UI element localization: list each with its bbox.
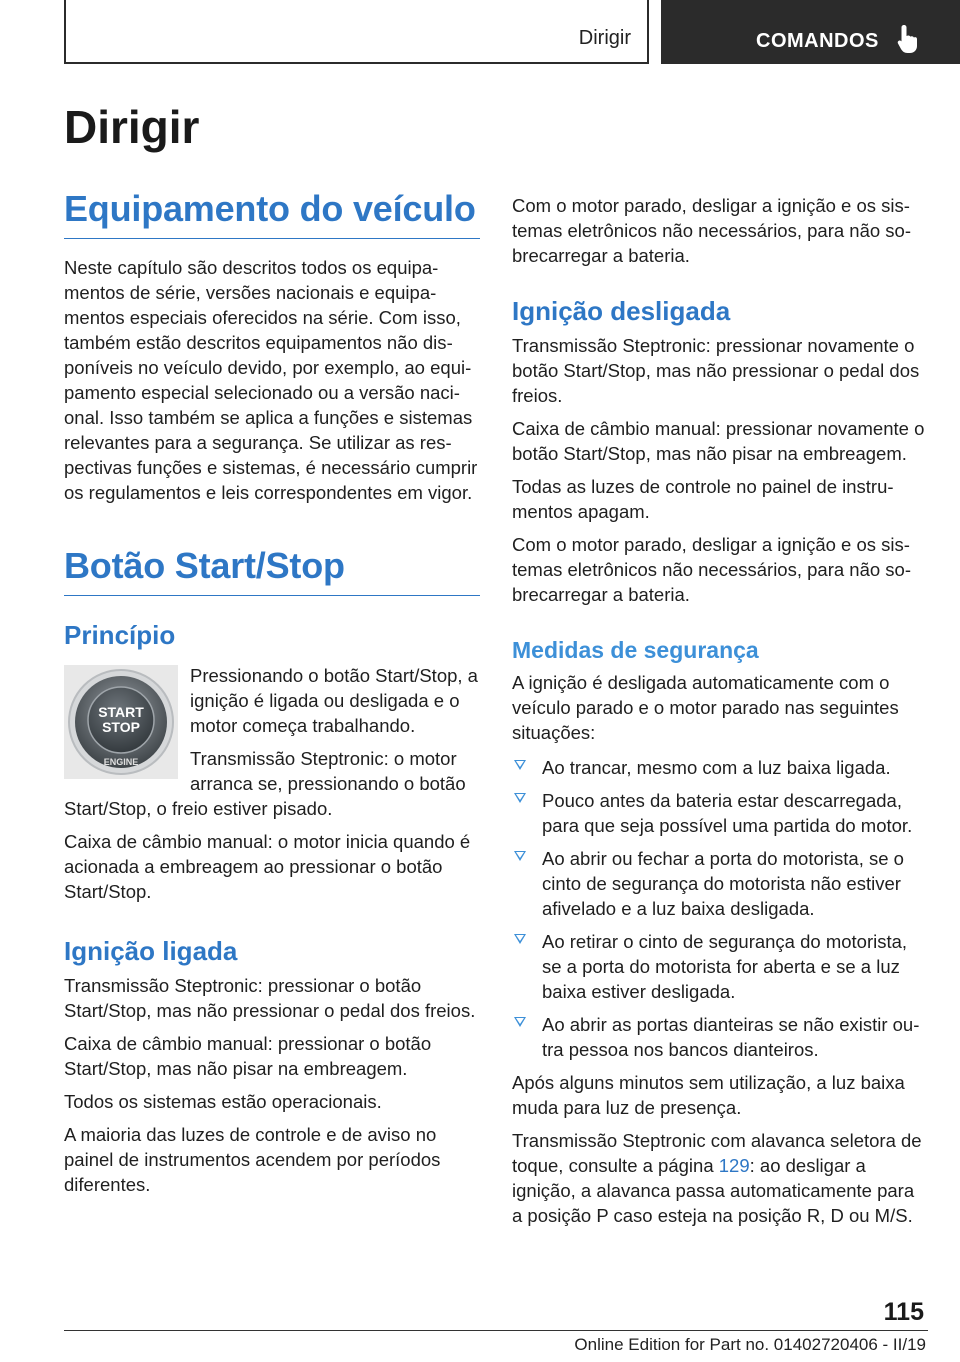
paragraph-desligada-1: Transmissão Steptronic: pressionar novamente o botão Start/Stop, mas não pressionar o pedal dos freios. [512,335,920,406]
start-stop-button-icon [64,665,178,779]
button-label-start: START [98,704,144,720]
header-chapter-box [661,0,960,64]
page-title: Dirigir [64,101,200,153]
triangle-bullet-icon [514,760,526,770]
list-item: Pouco antes da bateria estar descarregada, para que seja possível uma partida do motor. [512,788,928,838]
heading-ignicao-ligada: Ignição ligada [64,936,238,966]
heading-equipamento: Equipamento do veículo [64,188,480,239]
paragraph-ligada-1: Transmissão Steptronic: pressionar o botão Start/Stop, mas não pressionar o pedal dos freios. [64,975,476,1021]
triangle-bullet-icon [514,851,526,861]
page-reference-link[interactable]: 129 [718,1155,750,1176]
paragraph-ligada-4: A maioria das luzes de controle e de aviso no painel de instrumentos acendem por períodos diferentes. [64,1124,441,1195]
paragraph-medidas-2: Após alguns minutos sem utilização, a luz baixa muda para luz de presença. [512,1072,905,1118]
triangle-bullet-icon [514,1017,526,1027]
heading-ignicao-desligada: Ignição desligada [512,296,731,326]
left-column [64,188,480,1197]
paragraph-medidas-3: Transmissão Steptronic com alavanca seletora de toque, consulte a página 129: ao desligar a ignição, a alavanca passa automaticamente para a posição P caso esteja na posição R, D ou M/S. [512,1130,922,1226]
heading-principio: Princípio [64,620,176,650]
paragraph-equipamento: Neste capítulo são descritos todos os equipamentos de série, versões nacionais e equipamentos especiais oferecidos na série. Com isso, também estão descritos equipamentos não disponíveis no veículo devido, por exemplo, ao equipamento especial selecionado ou a versão nacional. Isso também se aplica a funções e sistemas relevantes para a segurança. Se utilizar as respectivas funções e sistemas, é necessário cumprir os regulamentos e leis correspondentes em vigor. [64,257,478,503]
button-label-engine: ENGINE [103,757,139,767]
heading-medidas-seguranca: Medidas de segurança [512,637,759,663]
paragraph-desligada-4: Com o motor parado, desligar a ignição e os sistemas eletrônicos não necessários, para não sobrecarregar a bateria. [512,534,912,605]
list-item: Ao abrir ou fechar a porta do motorista, se o cinto de segurança do motorista não estiver afivelado e a luz baixa desligada. [512,846,928,921]
list-item: Ao retirar o cinto de segurança do motorista, se a porta do motorista for aberta e se a luz baixa estiver desligada. [512,929,928,1004]
principio-block [64,663,480,821]
right-column [512,193,928,1228]
start-stop-button-image [64,665,178,779]
paragraph-principio-1: Pressionando o botão Start/Stop, a ignição é ligada ou desligada e o motor começa trabalhando. [190,665,478,736]
paragraph-intro: Com o motor parado, desligar a ignição e os sistemas eletrônicos não necessários, para não sobrecarregar a bateria. [512,195,912,266]
header-chapter-label: COMANDOS [756,30,879,52]
hand-pointer-icon [895,23,921,55]
button-label-stop: STOP [102,719,140,735]
medidas-bullet-list [512,755,928,1062]
paragraph-principio-3: Caixa de câmbio manual: o motor inicia quando é acionada a embreagem ao pressionar o botão Start/Stop. [64,831,471,902]
paragraph-principio-2: Transmissão Steptronic: o motor arranca se, pressionando o botão Start/Stop, o freio estiver pisado. [64,748,466,819]
triangle-bullet-icon [514,934,526,944]
header-section-box [64,0,649,64]
footer-divider [64,1330,928,1331]
footer-edition: Online Edition for Part no. 01402720406 - II/19 [574,1335,926,1354]
list-item: Ao abrir as portas dianteiras se não existir outra pessoa nos bancos dianteiros. [512,1012,928,1062]
paragraph-desligada-3: Todas as luzes de controle no painel de instrumentos apagam. [512,476,894,522]
page-number: 115 [883,1298,924,1326]
triangle-bullet-icon [514,793,526,803]
paragraph-ligada-2: Caixa de câmbio manual: pressionar o botão Start/Stop, mas não pisar na embreagem. [64,1033,432,1079]
paragraph-medidas-1: A ignição é desligada automaticamente com o veículo parado e o motor parado nas seguintes situações: [512,672,899,743]
heading-botao-start-stop: Botão Start/Stop [64,545,480,596]
list-item: Ao trancar, mesmo com a luz baixa ligada. [512,755,928,780]
paragraph-desligada-2: Caixa de câmbio manual: pressionar novamente o botão Start/Stop, mas não pisar na embreagem. [512,418,925,464]
header-section-label: Dirigir [578,27,631,49]
paragraph-ligada-3: Todos os sistemas estão operacionais. [64,1091,382,1112]
